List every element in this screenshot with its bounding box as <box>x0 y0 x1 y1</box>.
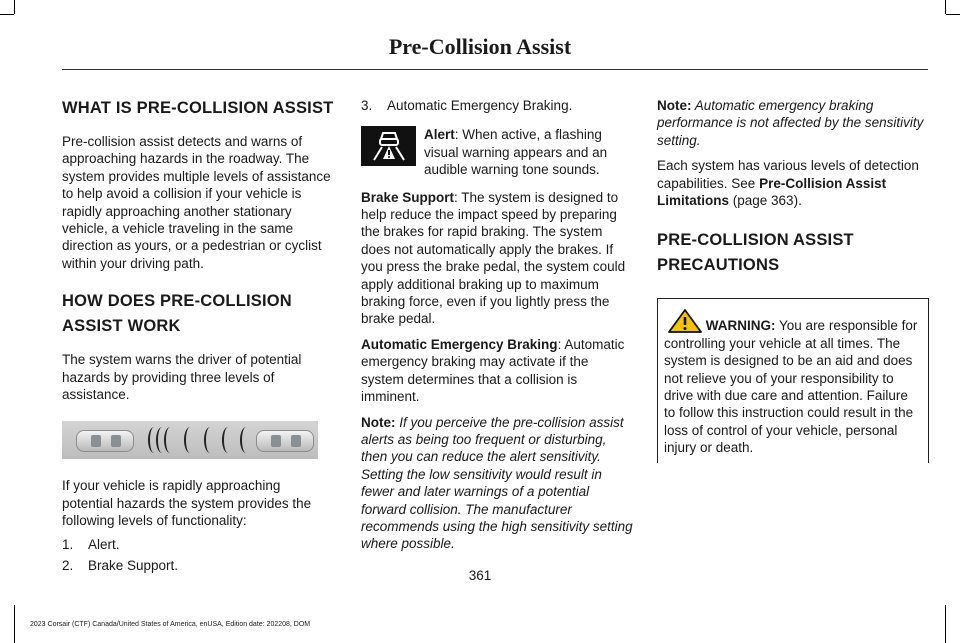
radar-wave <box>184 427 196 453</box>
warning-text: You are responsible for controlling your vehicle at all times. The system is designed to be an aid and does not relieve you of your responsibility to drive with due care and attention. Failure to follow this instruction could result in the loss of control of your vehicle, personal injury or death. <box>664 318 918 456</box>
radar-wave <box>204 427 216 453</box>
note-text: If you perceive the pre-collision assist alerts as being too frequent or disturbing, then you can reduce the alert sensitivity. Setting the low sensitivity would result in fewer and later warnings of a potential forward collision. The manufacturer recommends using the high sensitivity setting where possible. <box>361 414 633 552</box>
performance-note <box>657 97 929 149</box>
list-item <box>361 97 633 114</box>
note-text: Automatic emergency braking performance is not affected by the sensitivity setting. <box>657 98 924 148</box>
list-text: Alert. <box>88 536 120 552</box>
own-vehicle-image <box>76 430 134 452</box>
crop-mark-top-left-h <box>0 14 14 15</box>
warning-paragraph <box>664 309 922 456</box>
edition-info: 2023 Corsair (CTF) Canada/United States of America, enUSA, Edition date: 202208, DOM <box>30 621 311 628</box>
crop-mark-bottom-left <box>14 605 15 643</box>
lead-vehicle-image <box>256 430 314 452</box>
heading-how-does-line2: ASSIST WORK <box>62 317 181 336</box>
crop-mark-bottom-right <box>945 605 946 643</box>
heading-how-does-line1: HOW DOES PRE-COLLISION <box>62 292 292 311</box>
alert-text: : When active, a flashing visual warning appears and an audible warning tone sounds. <box>424 127 608 178</box>
column-3 <box>657 97 929 463</box>
alert-paragraph <box>424 126 633 178</box>
warning-triangle-icon <box>668 309 702 333</box>
brake-support-term: Brake Support <box>361 189 455 205</box>
how-paragraph: The system warns the driver of potential hazards by providing three levels of assistance. <box>62 352 302 403</box>
intro-paragraph: Pre-collision assist detects and warns of approaching hazards in the roadway. The system provides multiple levels of assistance to help avoid a collision if your vehicle is rapidly approaching another stationary vehicle, a vehicle traveling in the same direction as yours, or a pedestrian or cyclist within your driving path. <box>62 134 331 271</box>
warning-box <box>657 298 929 462</box>
heading-what-is: WHAT IS PRE-COLLISION ASSIST <box>62 99 334 117</box>
list-number: 2. <box>62 558 74 574</box>
list-text: Automatic Emergency Braking. <box>387 98 573 113</box>
note-label: Note: <box>361 414 396 430</box>
heading-precautions-line1: PRE-COLLISION ASSIST <box>657 231 854 250</box>
header-rule <box>62 69 928 70</box>
page-number: 361 <box>468 568 492 583</box>
functionality-paragraph: If your vehicle is rapidly approaching potential hazards the system provides the following levels of functionality: <box>62 478 312 529</box>
detection-paragraph: Each system has various levels of detection capabilities. See Pre-Collision Assist Limitations (page 363). <box>657 158 919 209</box>
radar-wave <box>164 427 176 453</box>
warning-label: WARNING: <box>705 318 776 334</box>
pre-collision-warning-icon <box>361 126 416 166</box>
radar-wave <box>222 427 234 453</box>
column-1 <box>62 97 334 575</box>
alert-description <box>361 126 633 178</box>
list-item <box>62 536 334 553</box>
limitations-link[interactable]: Pre-Collision Assist Limitations <box>657 175 887 209</box>
column-2 <box>361 97 633 553</box>
heading-precautions-line2: PRECAUTIONS <box>657 256 780 275</box>
page-title: Pre-Collision Assist <box>388 34 572 59</box>
alert-term: Alert <box>424 127 455 143</box>
radar-wave <box>240 427 252 453</box>
note-label: Note: <box>657 98 692 113</box>
aeb-paragraph <box>361 336 633 406</box>
list-number: 1. <box>62 536 74 552</box>
crop-mark-top-right-h <box>946 14 960 15</box>
crop-mark-top-left <box>14 0 15 14</box>
list-number: 3. <box>361 98 373 113</box>
list-text: Brake Support. <box>88 558 179 574</box>
radar-illustration <box>62 421 318 459</box>
crop-mark-top-right <box>945 0 946 14</box>
aeb-text: : Automatic emergency braking may activate if the system determines that a collision is imminent. <box>361 336 625 405</box>
brake-support-text: : The system is designed to help reduce the impact speed by preparing the brakes for rapid braking. The system does not automatically apply the brakes. If you press the brake pedal, the system could apply additional braking up to maximum braking force, even if you lightly press the brake pedal. <box>361 189 626 327</box>
aeb-term: Automatic Emergency Braking <box>361 336 558 352</box>
brake-support-paragraph <box>361 189 633 328</box>
sensitivity-note <box>361 414 633 553</box>
